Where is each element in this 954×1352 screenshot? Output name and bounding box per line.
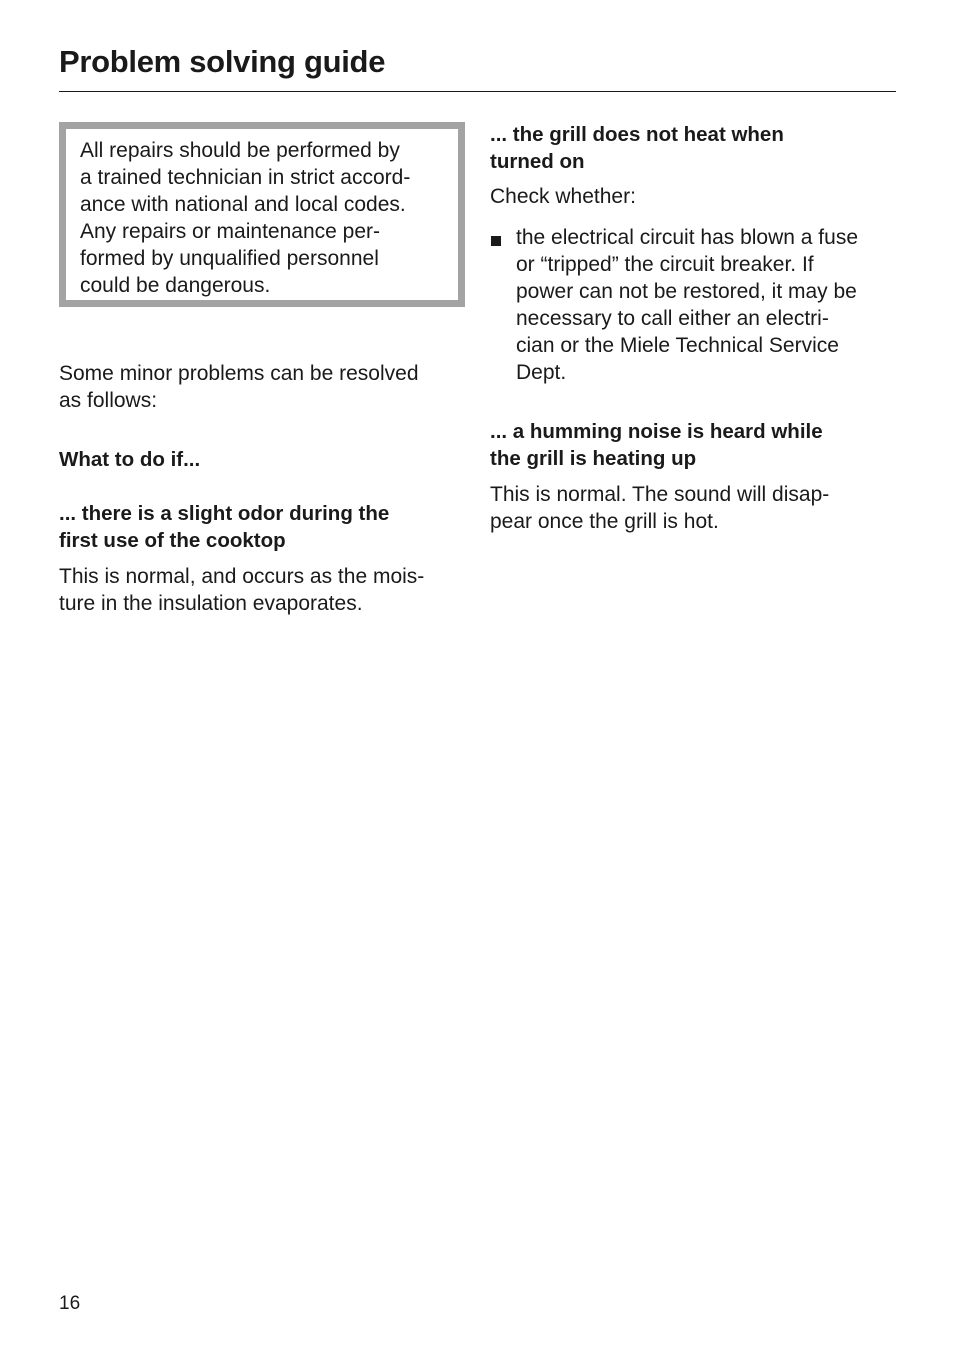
bullet-line: or “tripped” the circuit breaker. If — [516, 253, 814, 276]
humming-body-line: This is normal. The sound will disap- — [490, 483, 830, 506]
odor-body-line: ture in the insulation evaporates. — [59, 592, 363, 615]
warning-text-line: could be dangerous. — [80, 274, 271, 297]
grill-heading-line: turned on — [490, 150, 585, 173]
check-whether-text: Check whether: — [490, 185, 636, 208]
odor-body-line: This is normal, and occurs as the mois- — [59, 565, 425, 588]
humming-heading-line: the grill is heating up — [490, 447, 697, 470]
title-divider — [59, 91, 896, 92]
intro-line: as follows: — [59, 389, 158, 412]
what-to-do-heading-text: What to do if... — [59, 448, 201, 471]
intro-paragraph — [59, 360, 419, 414]
bullet-line: cian or the Miele Technical Service — [516, 334, 839, 357]
intro-line: Some minor problems can be resolved — [59, 362, 419, 385]
odor-heading-line: first use of the cooktop — [59, 529, 286, 552]
grill-heading-line: ... the grill does not heat when — [490, 123, 784, 146]
warning-text-line: Any repairs or maintenance per- — [80, 220, 380, 243]
bullet-line: the electrical circuit has blown a fuse — [516, 226, 858, 249]
odor-body — [59, 563, 424, 617]
bullet-line: Dept. — [516, 361, 567, 384]
humming-body — [490, 481, 829, 535]
what-to-do-heading — [59, 446, 200, 473]
warning-text-line: All repairs should be performed by — [80, 139, 400, 162]
warning-box — [59, 122, 465, 307]
bullet-square-icon — [491, 236, 501, 246]
page-title: Problem solving guide — [59, 44, 386, 79]
humming-heading — [490, 418, 823, 472]
odor-heading-line: ... there is a slight odor during the — [59, 502, 390, 525]
bullet-line: necessary to call either an electri- — [516, 307, 829, 330]
grill-heading — [490, 121, 784, 175]
warning-text-line: ance with national and local codes. — [80, 193, 406, 216]
check-whether — [490, 183, 636, 210]
bullet-text — [516, 224, 858, 386]
odor-heading — [59, 500, 389, 554]
humming-body-line: pear once the grill is hot. — [490, 510, 719, 533]
humming-heading-line: ... a humming noise is heard while — [490, 420, 823, 443]
warning-text-line: formed by unqualified personnel — [80, 247, 379, 270]
page-number: 16 — [59, 1293, 81, 1314]
bullet-line: power can not be restored, it may be — [516, 280, 857, 303]
warning-text-line: a trained technician in strict accord- — [80, 166, 411, 189]
